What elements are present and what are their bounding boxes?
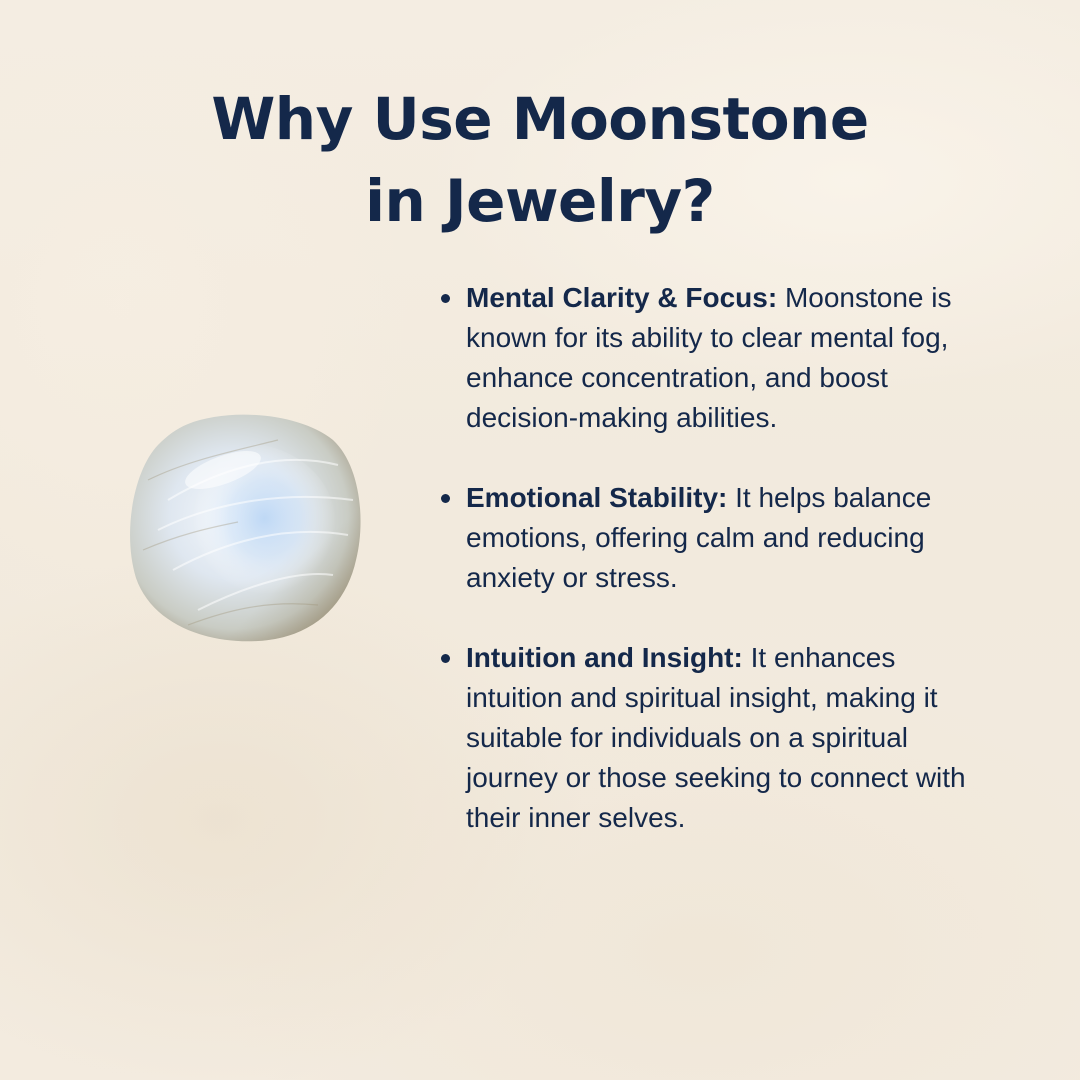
bullet-icon	[441, 494, 450, 503]
benefit-text: It enhances intuition and spiritual insight, making it suitable for individuals on a spiritual journey or those seeking to connect with their inner selves.	[466, 642, 966, 833]
moonstone-image	[128, 410, 364, 644]
list-item	[438, 478, 998, 598]
benefit-heading: Emotional Stability:	[466, 482, 736, 513]
bullet-icon	[441, 294, 450, 303]
bullet-icon	[441, 654, 450, 663]
benefit-text: Moonstone is known for its ability to clear mental fog, enhance concentration, and boost decision-making abilities.	[466, 282, 952, 433]
title-line-1: Why Use Moonstone	[211, 85, 869, 153]
benefit-heading: Intuition and Insight:	[466, 642, 751, 673]
benefit-text: It helps balance emotions, offering calm and reducing anxiety or stress.	[466, 482, 932, 593]
title-line-2: in Jewelry?	[365, 167, 715, 235]
list-item	[438, 638, 998, 838]
benefits-list	[438, 278, 998, 878]
benefit-heading: Mental Clarity & Focus:	[466, 282, 785, 313]
list-item	[438, 278, 998, 438]
page-title	[0, 78, 1080, 242]
